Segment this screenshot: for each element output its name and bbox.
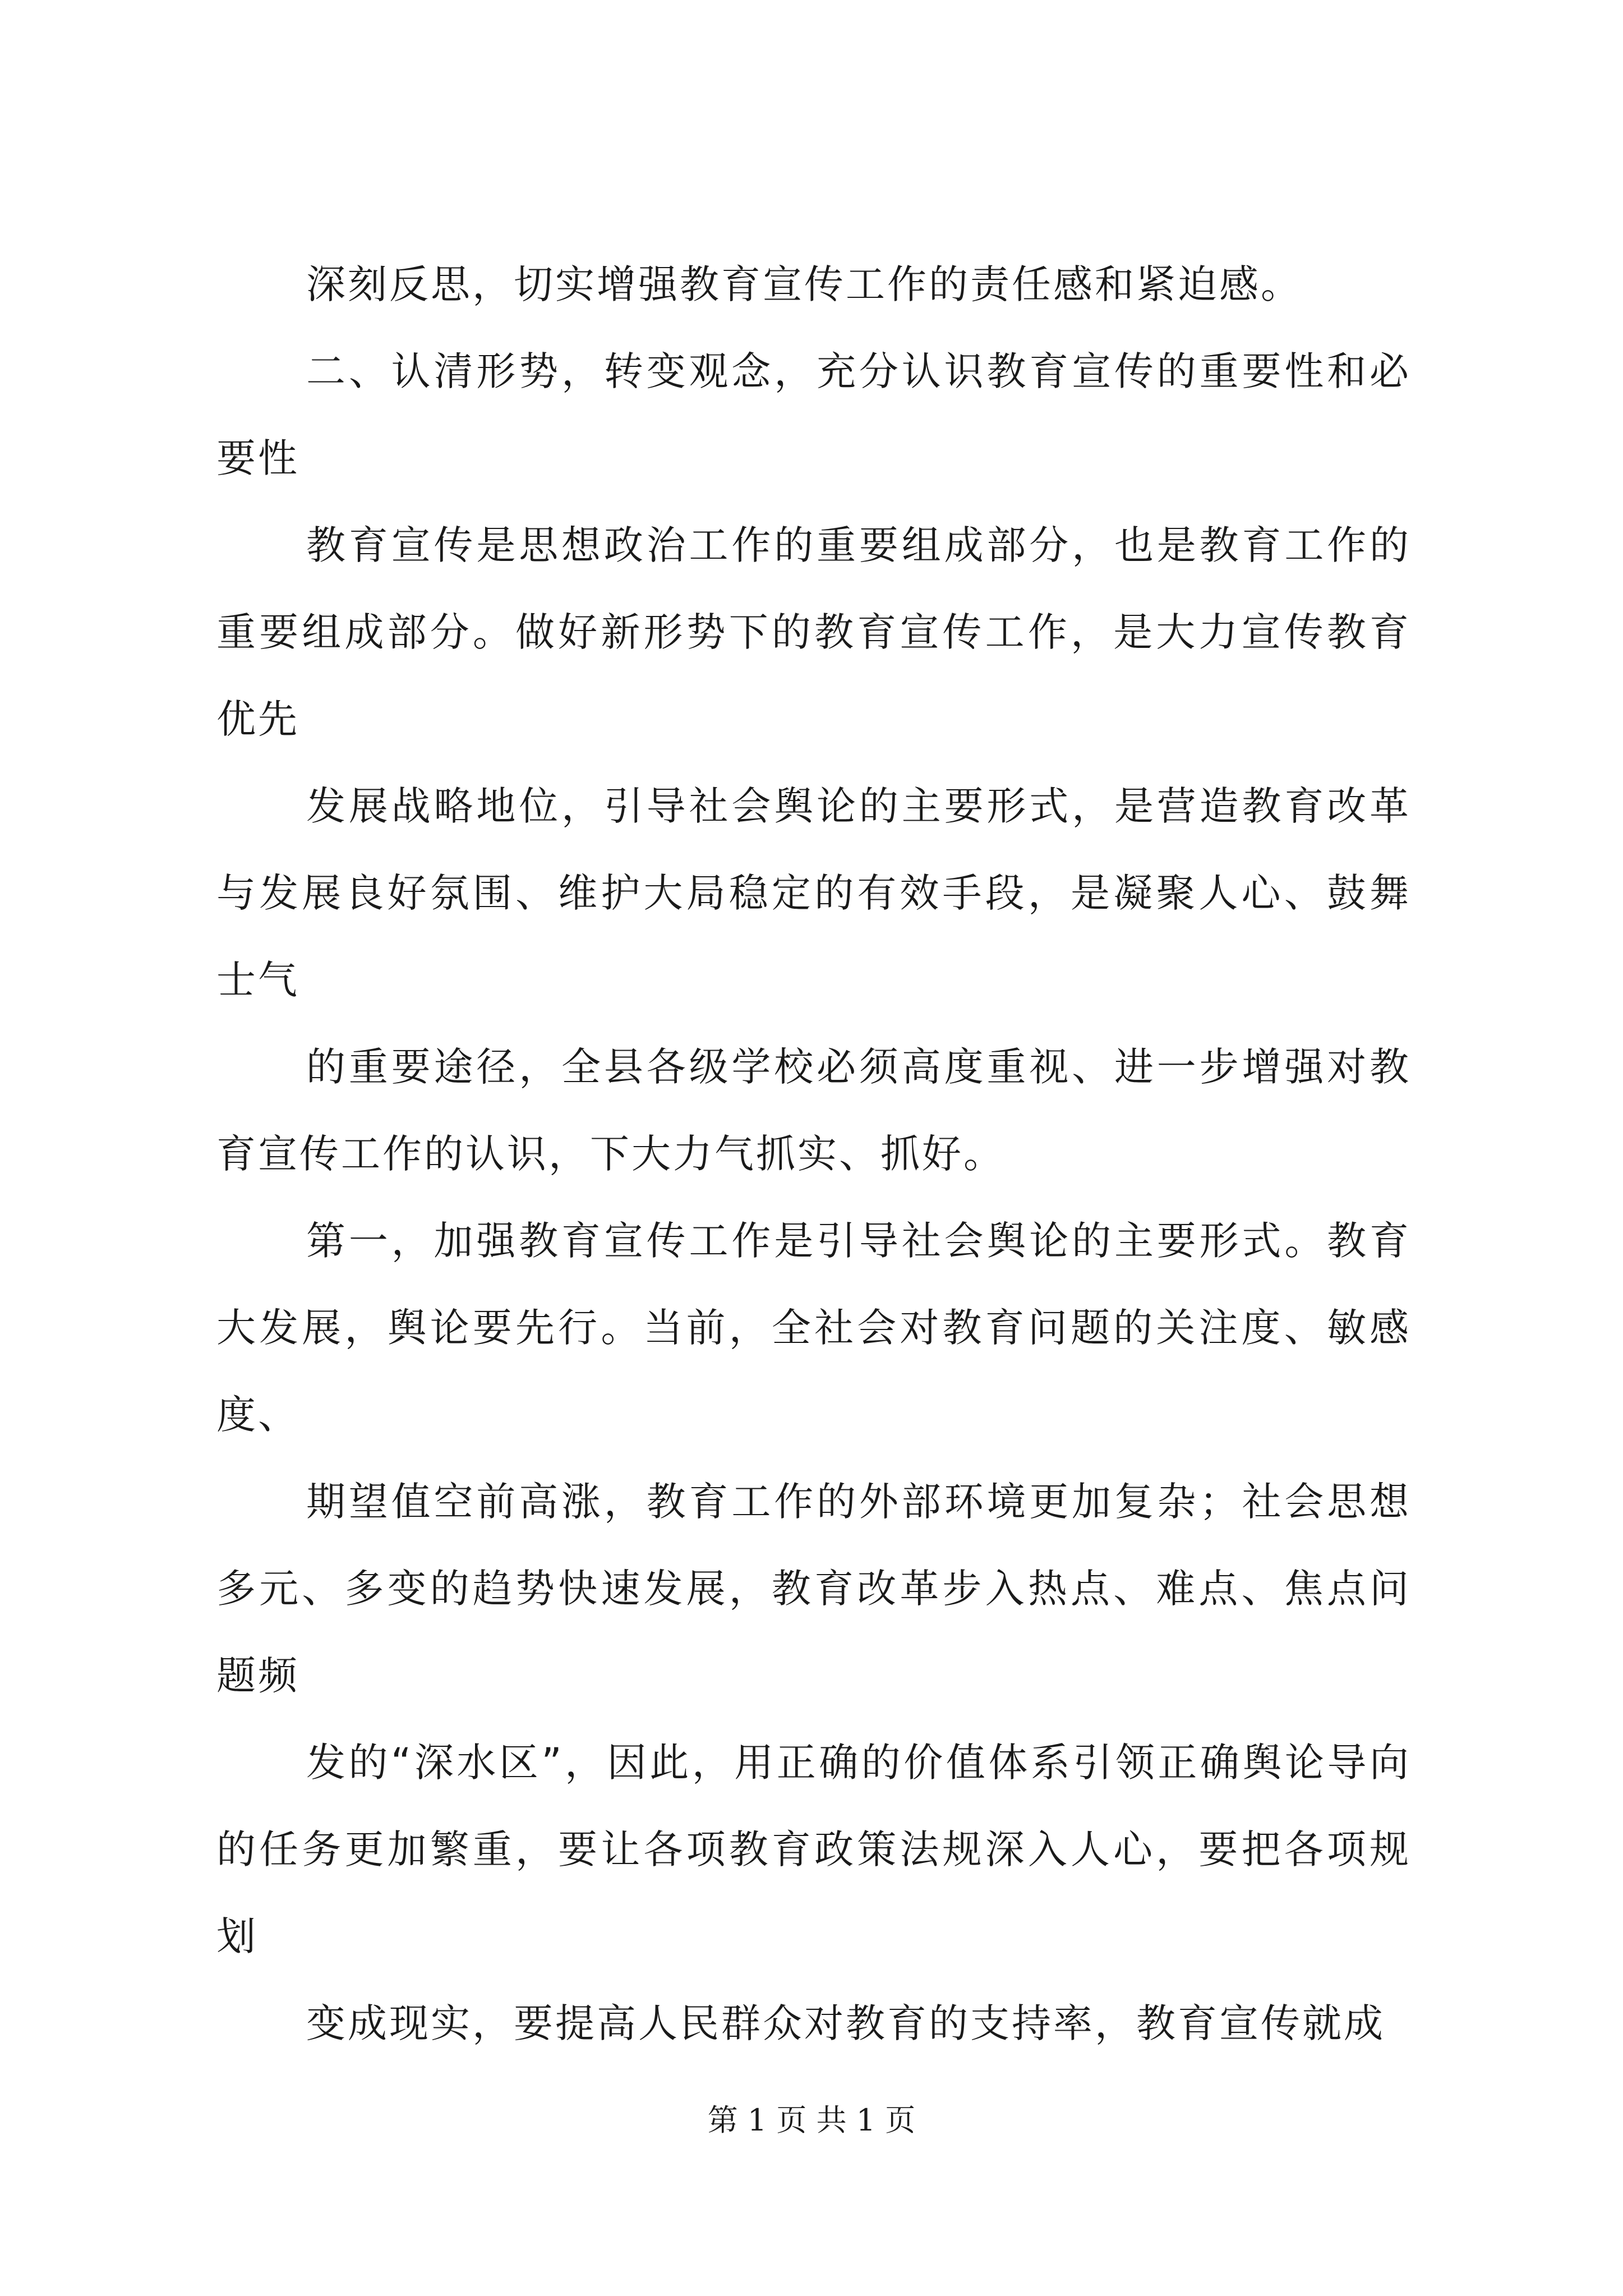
paragraph: 深刻反思，切实增强教育宣传工作的责任感和紧迫感。 (306, 261, 1302, 307)
paragraph: 发的“深水区”，因此，用正确的价值体系引领正确舆论导向的任务更加繁重，要让各项教育政策法规深入人心，要把各项规划 (216, 1740, 1411, 1959)
document-body (216, 241, 1411, 2067)
paragraph: 教育宣传是思想政治工作的重要组成部分，也是教育工作的重要组成部分。做好新形势下的教育宣传工作，是大力宣传教育优先 (216, 522, 1411, 742)
paragraph: 期望值空前高涨，教育工作的外部环境更加复杂；社会思想多元、多变的趋势快速发展，教育改革步入热点、难点、焦点问题频 (216, 1479, 1411, 1699)
page-number-label: 第 1 页 共 1 页 (707, 2102, 916, 2138)
paragraph: 发展战略地位，引导社会舆论的主要形式，是营造教育改革与发展良好氛围、维护大局稳定的有效手段，是凝聚人心、鼓舞士气 (216, 783, 1411, 1003)
page-footer (0, 2098, 1623, 2143)
section-heading: 二、认清形势，转变观念，充分认识教育宣传的重要性和必要性 (216, 348, 1411, 481)
paragraph: 的重要途径，全县各级学校必须高度重视、进一步增强对教育宣传工作的认识，下大力气抓实、抓好。 (216, 1044, 1411, 1177)
paragraph: 第一，加强教育宣传工作是引导社会舆论的主要形式。教育大发展，舆论要先行。当前，全社会对教育问题的关注度、敏感度、 (216, 1218, 1411, 1438)
paragraph: 变成现实，要提高人民群众对教育的支持率，教育宣传就成 (306, 2000, 1385, 2046)
